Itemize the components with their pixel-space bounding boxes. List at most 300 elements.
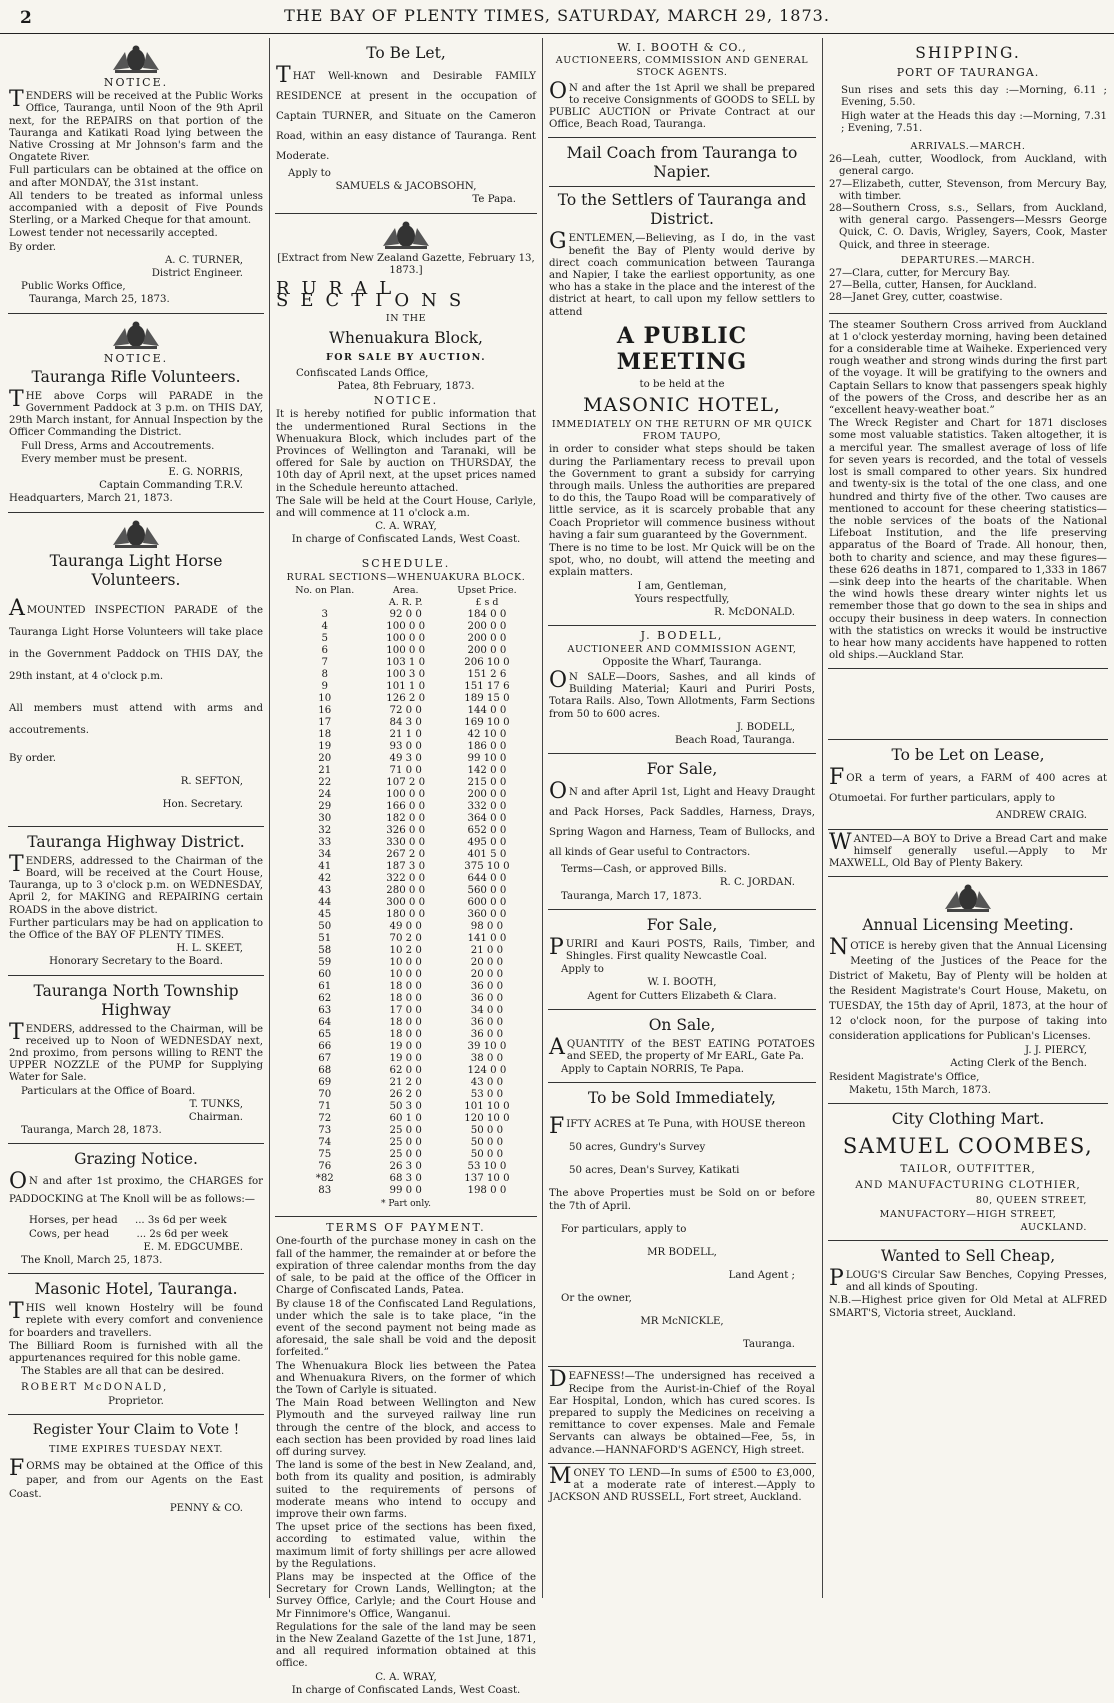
- notice-text: The Sale will be held at the Court House, Carlyle, and will commence at 11 o'clock a.m.: [276, 495, 536, 520]
- signature: SAMUELS & JACOBSOHN,: [335, 181, 477, 193]
- table-row: [276, 993, 536, 1005]
- notice-text: THE above Corps will PARADE in the Government Paddock at 3 p.m. on THIS DAY, 29th March instant, for Annual Inspection by the Officer Commanding the District.: [9, 386, 263, 439]
- table-row: [276, 645, 536, 657]
- signature: T. TUNKS,: [189, 1098, 243, 1110]
- notice-title: Tauranga Rifle Volunteers.: [31, 367, 241, 386]
- city-clothing-ad: [828, 1104, 1108, 1241]
- signature-title: Acting Clerk of the Bench.: [950, 1058, 1087, 1070]
- notice-date: Tauranga, March 25, 1873.: [29, 294, 170, 306]
- notice-text: 50 acres, Dean's Survey, Katikati: [569, 1165, 740, 1177]
- table-row: [276, 765, 536, 777]
- table-row: [276, 801, 536, 813]
- for-sale-jordan-ad: [548, 754, 816, 910]
- signature: A. C. TURNER,: [164, 254, 243, 266]
- business-name: SAMUEL COOMBES,: [842, 1133, 1094, 1158]
- table-cell: 4: [321, 621, 329, 633]
- table-cell: 300 0 0: [386, 897, 426, 909]
- table-cell: 189 15 0: [464, 693, 510, 705]
- table-row: [276, 1185, 536, 1197]
- meeting-venue: MASONIC HOTEL,: [583, 394, 781, 417]
- table-cell: 73: [318, 1125, 332, 1137]
- table-cell: 43 0 0: [470, 1077, 504, 1089]
- notice-title: To Be Let,: [366, 44, 446, 62]
- notice-text: AQUANTITY of the BEST EATING POTATOES and SEED, the property of Mr EARL, Gate Pa.: [549, 1034, 815, 1062]
- table-row: [276, 957, 536, 969]
- notice-text: The land is some of the best in New Zealand, and, both from its quality and position, is admirably suited to the requirements of persons of moderate means who intend to occupy and improve their own farms.: [276, 1460, 536, 1520]
- shipping-news: The Wreck Register and Chart for 1871 discloses some most valuable statistics. Taken altogether, it is a merciful year. The smallest average of loss of life for seven years is recorded, and the total of vessels lost is small compared to other years. Six hundred and twenty-six is the total of the one class, and one hundred and thirty five of the other. Two causes are mentioned to account for these cheering statistics—the noble services of the boats of the National Lifeboat Institution, and the life preserving apparatus of the Board of Trade. All honour, then, both to charity and science, and may these figures—these 626 deaths in 1871, compared to 1,333 in 1867—sink deep into the hearts of the charitable. When the wind howls these dreary winter nights let us remember those that go down to the sea in ships and occupy their business in deep waters. In connection with the statistics on wrecks it would be instructive to hear how many accidents have happened to rotten old ships.—Auckland Star.: [829, 418, 1107, 662]
- notice-date: Maketu, 15th March, 1873.: [849, 1084, 991, 1096]
- table-cell: 18 0 0: [389, 1029, 422, 1041]
- table-cell: 10 0 0: [389, 969, 422, 981]
- table-cell: 100 0 0: [386, 621, 426, 633]
- notice-date: Headquarters, March 21, 1873.: [9, 493, 173, 505]
- table-cell: 53 10 0: [467, 1161, 507, 1173]
- table-cell: 120 10 0: [464, 1113, 510, 1125]
- table-cell: 50 0 0: [470, 1149, 504, 1161]
- table-cell: 62: [318, 993, 332, 1005]
- column-3: [548, 38, 816, 1598]
- notice-text: N.B.—Highest price given for Old Metal at ALFRED SMART'S, Victoria street, Auckland.: [829, 1295, 1107, 1319]
- table-cell: 322 0 0: [386, 873, 426, 885]
- table-cell: 18 0 0: [389, 981, 422, 993]
- table-row: [276, 945, 536, 957]
- table-cell: 76: [318, 1161, 332, 1173]
- table-cell: 101 10 0: [464, 1101, 510, 1113]
- licensing-meeting-ad: [828, 877, 1108, 1104]
- table-cell: 200 0 0: [467, 633, 507, 645]
- meeting-time: IMMEDIATELY ON THE RETURN OF MR QUICK FROM TAUPO,: [551, 419, 813, 443]
- table-row: [276, 1113, 536, 1125]
- table-row: [276, 921, 536, 933]
- notice-text: ON and after the 1st April we shall be prepared to receive Consignments of GOODS to SELL by PUBLIC AUCTION or Private Contract at our Office, Beach Road, Tauranga.: [549, 78, 815, 131]
- notice-text: One-fourth of the purchase money in cash on the fall of the hammer, the remainder at or before the expiration of three calendar months from the day of sale, to be paid at the office of the Officer in Charge of Confiscated Lands, Patea.: [276, 1236, 536, 1297]
- signature-place: Tauranga.: [743, 1339, 795, 1351]
- business-trade: AND MANUFACTURING CLOTHIER,: [855, 1179, 1081, 1192]
- table-cell: 66: [318, 1041, 332, 1053]
- grazing-notice: [8, 1144, 264, 1274]
- column-1: [8, 38, 264, 1598]
- notice-title: Tauranga North Township Highway: [33, 981, 239, 1019]
- notice-text: MONEY TO LEND—In sums of £500 to £3,000, at a moderate rate of interest.—Apply to JACKSON AND RUSSELL, Fort street, Auckland.: [549, 1463, 815, 1504]
- table-row: [276, 909, 536, 921]
- notice-text: All members must attend with arms and accoutrements.: [9, 702, 263, 736]
- signature-place: Te Papa.: [472, 194, 516, 206]
- table-row: [276, 1017, 536, 1029]
- notice-text: Full Dress, Arms and Accoutrements.: [21, 440, 215, 452]
- business-address: 80, QUEEN STREET,: [975, 1195, 1087, 1207]
- signature: ANDREW CRAIG.: [995, 810, 1087, 822]
- notice-title: Tauranga Light Horse Volunteers.: [49, 551, 223, 589]
- table-row: [276, 1029, 536, 1041]
- table-cell: 38 0 0: [470, 1053, 504, 1065]
- table-cell: 98 0 0: [470, 921, 504, 933]
- public-works-notice: [8, 38, 264, 314]
- notice-text: 50 acres, Gundry's Survey: [569, 1142, 706, 1154]
- table-cell: 20 0 0: [470, 969, 504, 981]
- high-water: High water at the Heads this day :—Morning, 7.31 ; Evening, 7.51.: [841, 110, 1107, 134]
- table-cell: 59: [318, 957, 332, 969]
- rate-label: Cows, per head: [29, 1228, 110, 1240]
- arrivals-heading: ARRIVALS.—MARCH.: [910, 141, 1026, 153]
- notice-title: Tauranga Highway District.: [27, 832, 245, 851]
- lease-ad: [828, 739, 1108, 829]
- notice-text: to be held at the: [639, 378, 725, 390]
- table-cell: 18: [318, 729, 332, 741]
- table-cell: 19 0 0: [389, 1041, 422, 1053]
- departure-entry: 27—Clara, cutter, for Mercury Bay.: [829, 268, 1011, 280]
- column-header: No. on Plan.: [295, 585, 355, 597]
- table-cell: 99 0 0: [389, 1185, 422, 1197]
- notice-text: ON and after April 1st, Light and Heavy Draught and Pack Horses, Pack Saddles, Harness, Drays, Spring Wagon and Harness, Team of Bullocks, and all kinds of Gear useful to Contractors.: [549, 779, 815, 859]
- table-cell: 45: [318, 909, 332, 921]
- signature-title: Chairman.: [188, 1111, 243, 1123]
- signature-title: Land Agent ;: [728, 1270, 795, 1282]
- table-cell: 10 0 0: [389, 957, 422, 969]
- table-cell: 200 0 0: [467, 645, 507, 657]
- table-cell: 19: [318, 741, 332, 753]
- wanted-boy-ad: [828, 830, 1108, 878]
- notice-heading: NOTICE.: [103, 76, 169, 89]
- table-cell: 42: [318, 873, 332, 885]
- column-rule: [822, 38, 823, 1598]
- deafness-ad: [548, 1367, 816, 1463]
- table-cell: 267 2 0: [386, 849, 426, 861]
- notice-title: Masonic Hotel, Tauranga.: [34, 1280, 238, 1299]
- table-cell: 34: [318, 849, 332, 861]
- table-cell: 18 0 0: [389, 1017, 422, 1029]
- notice-title: To be Sold Immediately,: [588, 1089, 776, 1108]
- table-cell: 69: [318, 1077, 332, 1089]
- schedule: [275, 553, 537, 1217]
- notice-text: Every member must be present.: [21, 453, 188, 465]
- table-row: [276, 897, 536, 909]
- business-name: W. I. BOOTH & CO.,: [617, 41, 747, 54]
- notice-text: Apply to Captain NORRIS, Te Papa.: [561, 1064, 745, 1076]
- table-cell: 84 3 0: [389, 717, 422, 729]
- notice-title: Annual Licensing Meeting.: [862, 916, 1074, 935]
- notice-date: Tauranga, March 17, 1873.: [561, 890, 702, 902]
- table-cell: 42 10 0: [467, 729, 507, 741]
- column-header: Upset Price.: [457, 585, 517, 597]
- column-4: [828, 38, 1108, 1598]
- signature-title: Captain Commanding T.R.V.: [99, 480, 243, 492]
- shipping-news: The steamer Southern Cross arrived from Auckland at 1 o'clock yesterday morning, having been detained for a considerable time at Waiheke. Experienced very rough weather and strong winds during the first part of the voyage. It will be gratifying to the owners and Captain Sellars to know that passengers speak highly of the powers of the Cross, and describe her as an “excellent heavy-weather boat.”: [829, 313, 1107, 418]
- notice-text: PURIRI and Kauri POSTS, Rails, Timber, and Shingles. First quality Newcastle Coal.: [549, 934, 815, 962]
- table-row: [276, 837, 536, 849]
- table-cell: 187 3 0: [386, 861, 426, 873]
- table-row: [276, 717, 536, 729]
- notice-title: Grazing Notice.: [74, 1150, 198, 1169]
- for-sale-booth-ad: [548, 910, 816, 1010]
- table-row: [276, 777, 536, 789]
- table-row: [276, 621, 536, 633]
- royal-crest-icon: [377, 220, 435, 250]
- notice-text: NOTICE is hereby given that the Annual Licensing Meeting of the Justices of the Peace for the District of Maketu, Bay of Plenty will be holden at the Resident Magistrate's Court House, Maketu, on TUESDAY, the 15th day of April, 1873, at the hour of 12 o'clock noon, for the purpose of taking into consideration applications for Publican's Licenses.: [829, 935, 1107, 1043]
- notice-text: The Main Road between Wellington and New Plymouth and the surveyed railway line run through the centre of the block, and access to each section has been provided by road lines laid off during survey.: [276, 1398, 536, 1458]
- table-row: [276, 825, 536, 837]
- signature: R. SEFTON,: [180, 775, 243, 787]
- table-row: [276, 1065, 536, 1077]
- notice-text: THIS well known Hostelry will be found replete with every comfort and convenience for boarders and travellers.: [9, 1299, 263, 1339]
- table-cell: 652 0 0: [467, 825, 507, 837]
- mail-coach-ad: [548, 138, 816, 626]
- notice-text: The Billiard Room is furnished with all the appurtenances required for this noble game.: [9, 1340, 263, 1364]
- highway-district-notice: [8, 827, 264, 976]
- notice-date: The Knoll, March 25, 1873.: [21, 1254, 163, 1266]
- notice-text: For particulars, apply to: [561, 1224, 687, 1236]
- notice-title: City Clothing Mart.: [891, 1109, 1045, 1128]
- column-rule: [269, 38, 270, 1598]
- table-cell: 144 0 0: [467, 705, 507, 717]
- table-cell: 560 0 0: [467, 885, 507, 897]
- block-name: Whenuakura Block,: [329, 328, 483, 347]
- table-row: [276, 729, 536, 741]
- table-cell: 100 3 0: [386, 669, 426, 681]
- table-cell: 206 10 0: [464, 657, 510, 669]
- table-cell: 67: [318, 1053, 332, 1065]
- on-sale-ad: [548, 1010, 816, 1084]
- table-cell: 360 0 0: [467, 909, 507, 921]
- table-cell: 280 0 0: [386, 885, 426, 897]
- departure-entry: 28—Janet Grey, cutter, coastwise.: [829, 292, 1003, 304]
- table-cell: 50: [318, 921, 332, 933]
- notice-text: By order.: [9, 241, 57, 253]
- table-cell: 100 0 0: [386, 645, 426, 657]
- signature: ROBERT McDONALD,: [21, 1382, 169, 1394]
- table-cell: 50 3 0: [389, 1101, 422, 1113]
- notice-text: Particulars at the Office of Board.: [21, 1085, 196, 1097]
- table-cell: 215 0 0: [467, 777, 507, 789]
- signature: R. McDONALD.: [714, 607, 795, 619]
- table-cell: 21 2 0: [389, 1077, 422, 1089]
- shipping-section: [828, 38, 1108, 669]
- notice-text: FORMS may be obtained at the Office of this paper, and from our Agents on the East Coast.: [9, 1455, 263, 1500]
- notice-text: GENTLEMEN,—Believing, as I do, in the vast benefit the Bay of Plenty would derive by direct coach communication between Tauranga and Napier, I take the earliest opportunity, as one who has a stake in the place and the interest of the district at heart, to call upon my fellow settlers to attend: [549, 229, 815, 318]
- notice-text: Full particulars can be obtained at the office on and after MONDAY, the 31st instant.: [9, 165, 263, 189]
- signature-title: Proprietor.: [108, 1395, 164, 1407]
- table-cell: 332 0 0: [467, 801, 507, 813]
- notice-text: DEAFNESS!—The undersigned has received a Recipe from the Aurist-in-Chief of the Royal Ear Hospital, London, which has cured scores. Is prepared to supply the Medicines on receiving a remittance to cover expenses. Male and Female Servants can always be obtained—Fee, 5s, in advance.—HANNAFORD'S AGENCY, High street.: [549, 1367, 815, 1456]
- light-horse-notice: [8, 513, 264, 827]
- table-row: [276, 1161, 536, 1173]
- table-cell: 103 1 0: [386, 657, 426, 669]
- table-cell: 44: [318, 897, 332, 909]
- column-2: [275, 38, 537, 1696]
- table-cell: 151 17 6: [464, 681, 510, 693]
- register-vote-ad: [8, 1415, 264, 1521]
- table-cell: 92 0 0: [389, 609, 422, 621]
- notice-text: THAT Well-known and Desirable FAMILY RESIDENCE at present in the occupation of Captain TURNER, and Situate on the Cameron Road, within an easy distance of Tauranga. Rent Moderate.: [276, 63, 536, 162]
- table-cell: 5: [321, 633, 329, 645]
- table-cell: 49 0 0: [389, 921, 422, 933]
- table-cell: 600 0 0: [467, 897, 507, 909]
- newspaper-title: THE BAY OF PLENTY TIMES, SATURDAY, MARCH 29, 1873.: [284, 6, 830, 25]
- table-cell: 36 0 0: [470, 1017, 504, 1029]
- signature: C. A. WRAY,: [375, 521, 437, 533]
- rate-label: Horses, per head: [29, 1215, 118, 1227]
- to-be-sold-ad: [548, 1083, 816, 1367]
- table-cell: 151 2 6: [467, 669, 507, 681]
- table-cell: 17: [318, 717, 332, 729]
- notice-text: TENDERS, addressed to the Chairman of the Board, will be received at the Court House, Tauranga, up to 3 o'clock p.m. on WEDNESDAY, April 2, for MAKING and REPAIRING certain ROADS in the above district.: [9, 851, 263, 916]
- sun-times: Sun rises and sets this day :—Morning, 6.11 ; Evening, 5.50.: [841, 85, 1107, 109]
- table-cell: 74: [318, 1137, 332, 1149]
- table-cell: 20: [318, 753, 332, 765]
- signature: W. I. BOOTH,: [647, 977, 717, 989]
- table-row: [276, 705, 536, 717]
- notice-title: On Sale,: [648, 1015, 716, 1034]
- table-cell: 93 0 0: [389, 741, 422, 753]
- table-cell: 21 1 0: [389, 729, 422, 741]
- table-cell: 58: [318, 945, 332, 957]
- table-row: [276, 1089, 536, 1101]
- table-row: [276, 753, 536, 765]
- table-cell: 166 0 0: [386, 801, 426, 813]
- business-trade: AUCTIONEER AND COMMISSION AGENT,: [567, 643, 797, 655]
- notice-text: By clause 18 of the Confiscated Land Regulations, under which the sale is to take place, “in the event of the second payment not being made as aforesaid, the sale shall be void and the deposit forfeited.”: [276, 1298, 536, 1359]
- signature-title: Honorary Secretary to the Board.: [49, 956, 223, 968]
- notice-title: Mail Coach from Tauranga to Napier.: [566, 144, 798, 182]
- table-cell: 51: [318, 933, 332, 945]
- signature: E. G. NORRIS,: [168, 467, 243, 479]
- bodell-ad: [548, 626, 816, 754]
- table-cell: 49 3 0: [389, 753, 422, 765]
- table-cell: 83: [318, 1185, 332, 1197]
- table-cell: 17 0 0: [389, 1005, 422, 1017]
- table-cell: 124 0 0: [467, 1065, 507, 1077]
- signature: PENNY & CO.: [169, 1502, 243, 1514]
- table-row: [276, 981, 536, 993]
- signature-title: District Engineer.: [151, 268, 243, 280]
- table-cell: 198 0 0: [467, 1185, 507, 1197]
- table-cell: 200 0 0: [467, 621, 507, 633]
- column-units: £ s d: [475, 597, 499, 609]
- table-row: [276, 609, 536, 621]
- table-cell: 21: [318, 765, 332, 777]
- notice-text: The above Properties must be Sold on or before the 7th of April.: [549, 1188, 815, 1213]
- table-cell: 326 0 0: [386, 825, 426, 837]
- notice-text: PLOUG'S Circular Saw Benches, Copying Presses, and all kinds of Spouting.: [829, 1265, 1107, 1294]
- rifle-volunteers-notice: [8, 314, 264, 513]
- table-row: [276, 933, 536, 945]
- signature: R. C. JORDAN.: [719, 877, 795, 889]
- table-cell: 6: [321, 645, 329, 657]
- table-cell: 60: [318, 969, 332, 981]
- notice-heading: NOTICE.: [373, 394, 439, 408]
- table-cell: 29: [318, 801, 332, 813]
- signature-title: In charge of Confiscated Lands, West Coast.: [291, 534, 521, 546]
- business-address: MANUFACTORY—HIGH STREET,: [879, 1208, 1057, 1220]
- table-cell: 32: [318, 825, 332, 837]
- notice-text: TENDERS will be received at the Public Works Office, Tauranga, until Noon of the 9th April next, for the REPAIRS on that portion of the Tauranga and Katikati Road lying between the Native Crossing at Mr Johnson's farm and the Ongatete River.: [9, 87, 263, 164]
- table-cell: 126 2 0: [386, 693, 426, 705]
- table-cell: 8: [321, 669, 329, 681]
- notice-text: ON SALE—Doors, Sashes, and all kinds of Building Material; Kauri and Puriri Posts, Totara Rails. Also, Town Allotments, Farm Sections from 50 to 600 acres.: [549, 667, 815, 720]
- table-cell: 68 3 0: [389, 1173, 422, 1185]
- booth-auctioneers-ad: [548, 38, 816, 138]
- departures-heading: DEPARTURES.—MARCH.: [900, 254, 1036, 266]
- notice-title: For Sale,: [646, 760, 718, 779]
- masonic-hotel-ad: [8, 1274, 264, 1415]
- table-cell: 72: [318, 1113, 332, 1125]
- departure-entry: 27—Bella, cutter, Hansen, for Auckland.: [829, 280, 1037, 292]
- gazette-extract: [Extract from New Zealand Gazette, February 13, 1873.]: [277, 252, 535, 276]
- table-row: [276, 693, 536, 705]
- table-cell: 24: [318, 789, 332, 801]
- table-cell: 16: [318, 705, 332, 717]
- table-cell: 141 0 0: [467, 933, 507, 945]
- table-cell: 68: [318, 1065, 332, 1077]
- table-row: [276, 681, 536, 693]
- table-cell: 200 0 0: [467, 789, 507, 801]
- notice-text: By order.: [9, 752, 57, 764]
- table-cell: 375 10 0: [464, 861, 510, 873]
- table-cell: 18 0 0: [389, 993, 422, 1005]
- table-cell: 22: [318, 777, 332, 789]
- page-number: 2: [20, 8, 32, 28]
- notice-text: Terms—Cash, or approved Bills.: [561, 864, 727, 876]
- notice-text: Plans may be inspected at the Office of the Secretary for Crown Lands, Wellington; at the Survey Office, Carlyle; and the Court House and Mr Finnimore's Office, Wanganui.: [276, 1571, 536, 1620]
- meeting-heading: A PUBLIC MEETING: [616, 322, 748, 375]
- arrival-entry: 26—Leah, cutter, Woodlock, from Auckland, with general cargo.: [829, 154, 1107, 178]
- table-row: [276, 1041, 536, 1053]
- table-cell: 169 10 0: [464, 717, 510, 729]
- table-cell: 401 5 0: [467, 849, 507, 861]
- table-cell: 70 2 0: [389, 933, 422, 945]
- table-cell: 364 0 0: [467, 813, 507, 825]
- table-cell: 100 0 0: [386, 633, 426, 645]
- table-cell: 25 0 0: [389, 1125, 422, 1137]
- table-cell: 107 2 0: [386, 777, 426, 789]
- table-cell: 75: [318, 1149, 332, 1161]
- table-cell: 180 0 0: [386, 909, 426, 921]
- table-cell: 30: [318, 813, 332, 825]
- table-cell: 330 0 0: [386, 837, 426, 849]
- table-cell: 25 0 0: [389, 1149, 422, 1161]
- notice-text: FIFTY ACRES at Te Puna, with HOUSE thereon: [549, 1114, 806, 1140]
- money-to-lend-ad: [548, 1464, 816, 1511]
- table-cell: 495 0 0: [467, 837, 507, 849]
- table-row: [276, 1125, 536, 1137]
- table-cell: 184 0 0: [467, 609, 507, 621]
- notice-date: Tauranga, March 28, 1873.: [21, 1125, 162, 1137]
- rate-value: ... 2s 6d per week: [136, 1228, 229, 1240]
- table-row: [276, 741, 536, 753]
- auction-label: FOR SALE BY AUCTION.: [325, 351, 487, 363]
- table-cell: 62 0 0: [389, 1065, 422, 1077]
- terms-of-payment: [275, 1216, 537, 1703]
- notice-text: FOR a term of years, a FARM of 400 acres at Otumoetai. For further particulars, apply to: [829, 765, 1107, 805]
- wanted-sell-ad: [828, 1241, 1108, 1326]
- table-cell: 9: [321, 681, 329, 693]
- notice-text: in order to consider what steps should be taken during the Parliamentary recess to prevail upon the Government to grant a subsidy for carrying through mails. Unless the authorities are prepared to do this, the Taupo Road will be comparatively of little service, as it is scarcely probable that any Coach Proprietor will commence business without having a fair sum guaranteed by the Government.: [549, 444, 815, 541]
- business-name: J. BODELL,: [640, 629, 724, 643]
- table-cell: 43: [318, 885, 332, 897]
- table-row: [276, 633, 536, 645]
- arrival-entry: 27—Elizabeth, cutter, Stevenson, from Mercury Bay, with timber.: [829, 178, 1107, 202]
- table-cell: 142 0 0: [467, 765, 507, 777]
- table-cell: 19 0 0: [389, 1053, 422, 1065]
- table-cell: 20 0 0: [470, 957, 504, 969]
- table-cell: 41: [318, 861, 332, 873]
- schedule-table: [276, 585, 536, 1197]
- notice-text: WANTED—A BOY to Drive a Bread Cart and make himself generally useful.—Apply to Mr MAXWELL, Old Bay of Plenty Bakery.: [829, 829, 1107, 869]
- notice-title: Wanted to Sell Cheap,: [880, 1246, 1056, 1265]
- signature: H. L. SKEET,: [176, 943, 243, 955]
- notice-subtitle: TIME EXPIRES TUESDAY NEXT.: [49, 1443, 223, 1455]
- signature: E. M. EDGCUMBE.: [143, 1241, 243, 1253]
- office-date: Patea, 8th February, 1873.: [337, 381, 475, 393]
